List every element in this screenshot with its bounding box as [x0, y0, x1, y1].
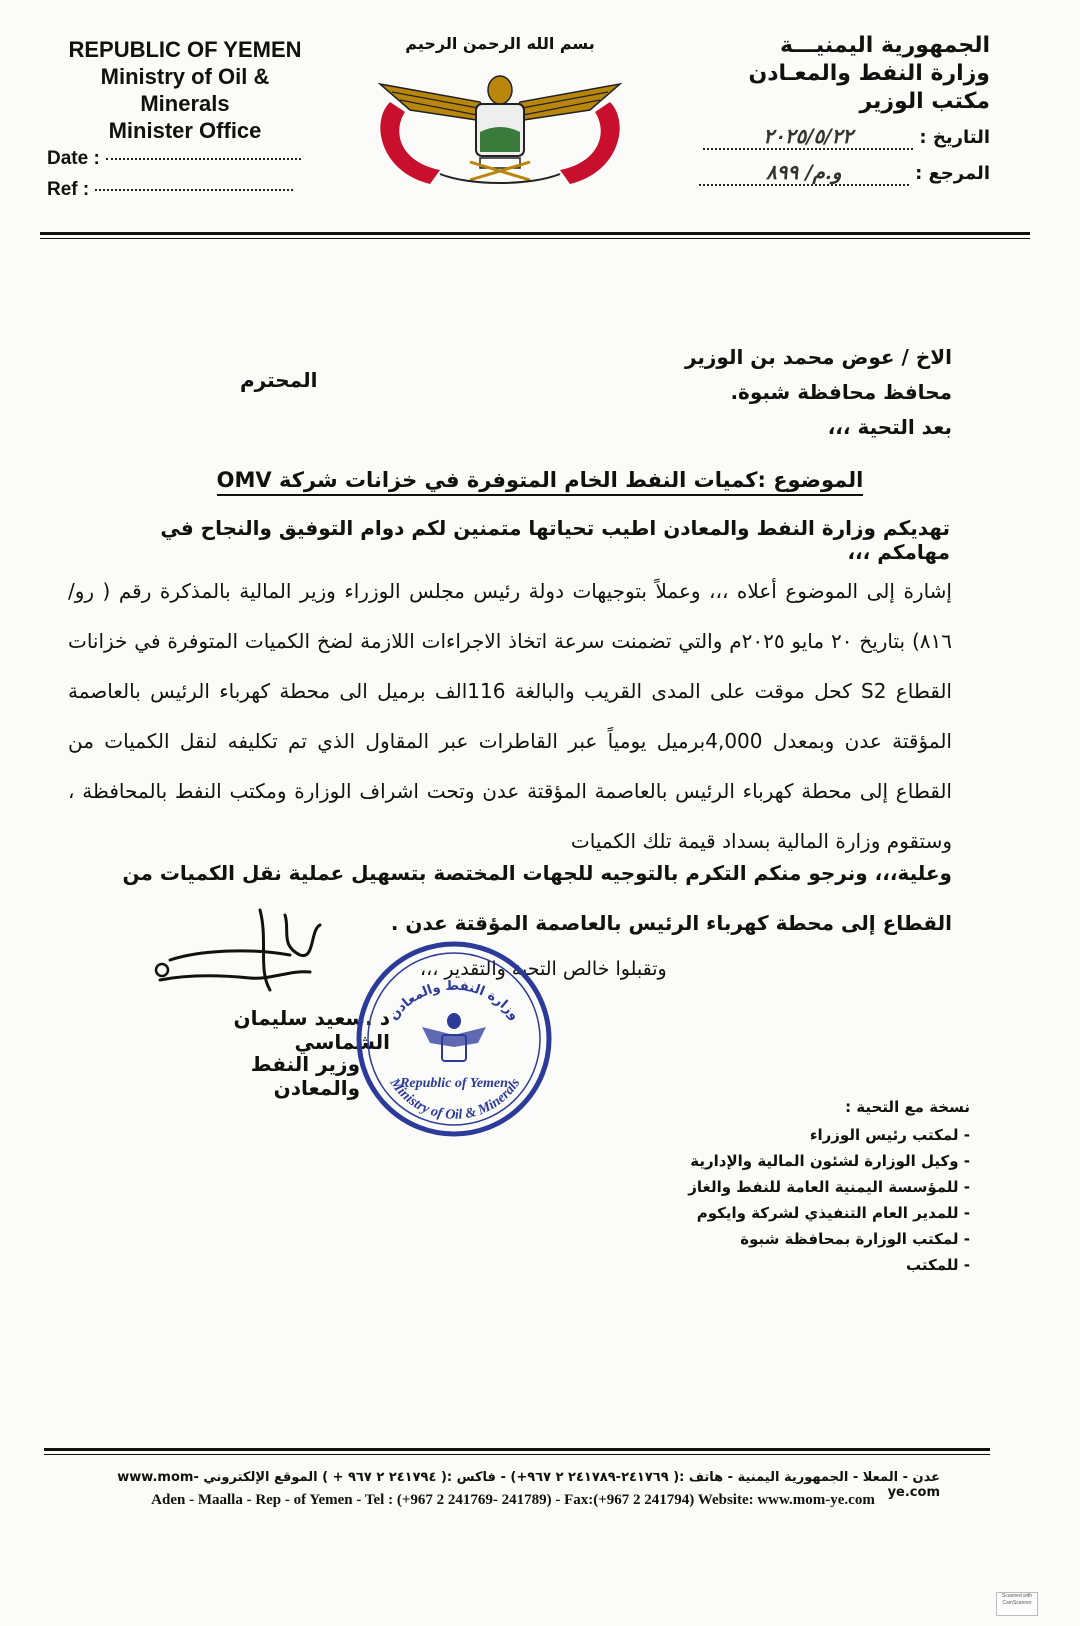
letterhead-line: وزارة النفط والمعـادن [748, 61, 990, 86]
addressee-block [452, 340, 952, 445]
letterhead-line: REPUBLIC OF YEMEN [68, 37, 302, 62]
footer-english: Aden - Maalla - Rep - of Yemen - Tel : (+967 2 241769- 241789) - Fax:(+967 2 241794) Website: www.mom-ye.com [151, 1492, 875, 1508]
stamp-english-bottom: Ministry of Oil & Minerals [386, 1075, 524, 1123]
scanner-line: CamScanner [1002, 1600, 1032, 1606]
arabic-date-field [703, 124, 990, 150]
yemen-eagle-emblem [370, 62, 630, 192]
arabic-ref-field [699, 160, 990, 186]
letterhead-line: Ministry of Oil & [100, 64, 270, 89]
respect-salutation: المحترم [240, 368, 318, 392]
letterhead-line: الجمهورية اليمنيـــة [779, 33, 990, 58]
camscanner-badge [996, 1592, 1038, 1616]
cc-item: - لمكتب الوزارة بمحافظة شبوة [610, 1226, 970, 1252]
date-label: Date : [47, 148, 100, 169]
letterhead-line: Minerals [140, 91, 230, 116]
closing-paragraph: وعلية،،، ونرجو منكم التكرم بالتوجيه للجهات المختصة بتسهيل عملية نقل الكميات من القطاع إلى محطة كهرباء الرئيس بالعاصمة المؤقتة عدن . [122, 861, 952, 935]
arabic-letterhead [710, 32, 990, 116]
subject-text: الموضوع :كميات النفط الخام المتوفرة في خزانات شركة OMV [217, 468, 864, 496]
addressee-line: محافظ محافظة شبوة. [730, 380, 952, 404]
subject-line [200, 468, 880, 492]
cc-title: نسخة مع التحية : [845, 1098, 970, 1116]
cc-list [610, 1094, 970, 1278]
arabic-date-value: ٢٠٢٥/٥/٢٢ [703, 124, 913, 150]
ministry-stamp [352, 935, 557, 1140]
letterhead-line: مكتب الوزير [859, 89, 990, 114]
addressee-line: بعد التحية ،،، [827, 415, 952, 439]
cc-item: - للمدير العام التنفيذي لشركة وايكوم [610, 1200, 970, 1226]
footer-arabic: عدن - المعلا - الجمهورية اليمنية - هاتف :( ٢٤١٧٦٩-٢٤١٧٨٩ ٢ ٩٦٧+) - فاكس :( ٢٤١٧٩٤ ٢ ٩٦٧ + ) الموقع الإلكتروني www.mom-ye.com [117, 1470, 940, 1500]
header-divider [40, 232, 1030, 235]
regards-line: وتقبلوا خالص التحية والتقدير ،،، [420, 958, 667, 980]
cc-item: - للمكتب [610, 1252, 970, 1278]
basmala: بسم الله الرحمن الرحيم [405, 34, 595, 53]
footer-divider [44, 1448, 990, 1451]
header-divider-thin [40, 238, 1030, 239]
arabic-date-label: التاريخ : [919, 127, 990, 148]
handwritten-signature [140, 900, 340, 1010]
cc-item: - وكيل الوزارة لشئون المالية والإدارية [610, 1148, 970, 1174]
cc-item: - لمكتب رئيس الوزراء [610, 1122, 970, 1148]
greeting: تهديكم وزارة النفط والمعادن اطيب تحياتها متمنين لكم دوام التوفيق والنجاح في مهامكم ،،، [160, 516, 950, 564]
signatory-title: وزير النفط والمعادن [250, 1052, 360, 1100]
scanner-line: Scanned with [1001, 1593, 1033, 1599]
stamp-arabic-text: وزارة النفط والمعادن [386, 978, 522, 1024]
body-paragraph: إشارة إلى الموضوع أعلاه ،،، وعملاً بتوجيهات دولة رئيس مجلس الوزراء وزير المالية بالمذكرة رقم ( رو/٨١٦) بتاريخ ٢٠ مايو ٢٠٢٥م والتي تضمنت سرعة اتخاذ الاجراءات اللازمة لضخ الكميات المتوفرة في خزانات القطاع S2 كحل موقت على المدى القريب والبالغة 116الف برميل الى محطة كهرباء الرئيس بالعاصمة المؤقتة عدن وبمعدل 4,000برميل يومياً عبر القاطرات عبر المقاول الذي تم تكليفه لنقل الكميات من القطاع إلى محطة كهرباء الرئيس بالعاصمة المؤقتة عدن وتحت اشراف الوزارة ومكتب النفط بالمحافظة ، وستقوم وزارة المالية بسداد قيمة تلك الكميات [68, 579, 953, 853]
signatory-name: د .سعيد سليمان الشماسي [233, 1006, 390, 1054]
date-field [47, 148, 301, 170]
addressee-line: الاخ / عوض محمد بن الوزير [684, 345, 952, 369]
letterhead-line: Minister Office [108, 118, 262, 143]
footer-divider-thin [44, 1454, 990, 1455]
ref-label: Ref : [47, 179, 90, 200]
cc-item: - للمؤسسة اليمنية العامة للنفط والغاز [610, 1174, 970, 1200]
english-letterhead [40, 36, 330, 144]
arabic-ref-label: المرجع : [915, 163, 990, 184]
arabic-ref-value: و.م/ ٨٩٩ [699, 160, 909, 186]
stamp-english-top: Republic of Yemen [400, 1076, 508, 1091]
ref-field [47, 179, 293, 201]
